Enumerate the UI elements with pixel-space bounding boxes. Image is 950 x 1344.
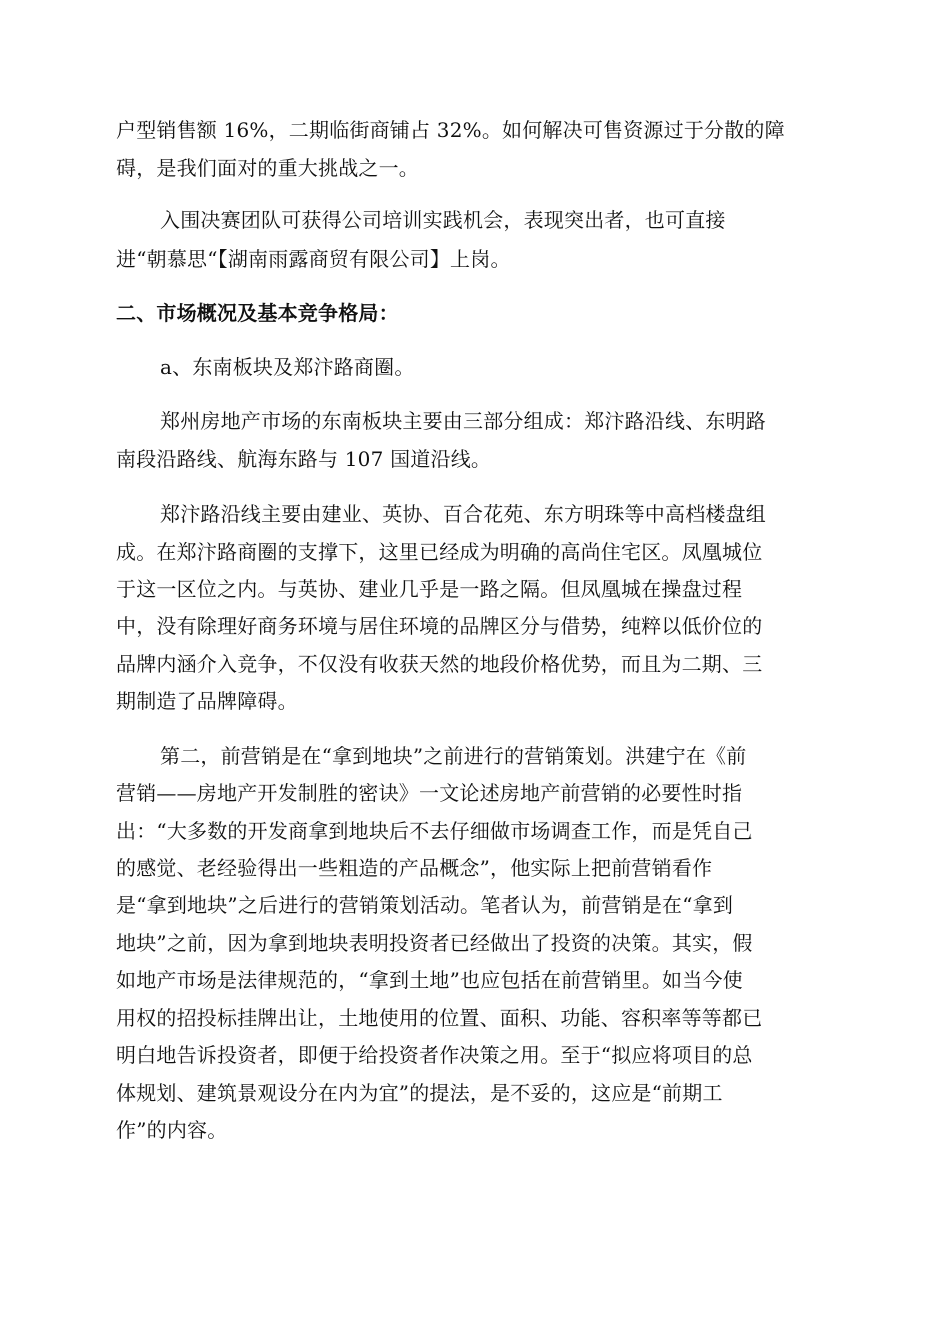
- paragraph-7-line-1: 第二，前营销是在“拿到地块”之前进行的营销策划。洪建宁在《前: [160, 744, 747, 768]
- paragraph-7-line-3: 出：“大多数的开发商拿到地块后不去仔细做市场调查工作，而是凭自己: [116, 819, 753, 843]
- subsection-heading: a、东南板块及郑汴路商圈。: [160, 355, 415, 379]
- paragraph-2-line-2: 进“朝慕思“【湖南雨露商贸有限公司】上岗。: [116, 247, 511, 271]
- paragraph-7-line-7: 如地产市场是法律规范的，“拿到土地”也应包括在前营销里。如当今使: [116, 968, 743, 992]
- paragraph-2-line-1: 入围决赛团队可获得公司培训实践机会，表现突出者，也可直接: [160, 208, 726, 232]
- paragraph-1-line-1: 户型销售额 16%，二期临街商铺占 32%。如何解决可售资源过于分散的障: [116, 118, 785, 142]
- paragraph-7-line-9: 明白地告诉投资者，即便于给投资者作决策之用。至于“拟应将项目的总: [116, 1043, 753, 1067]
- paragraph-6-line-6: 期制造了品牌障碍。: [116, 689, 298, 713]
- section-heading: 二、市场概况及基本竞争格局：: [116, 301, 399, 325]
- paragraph-7-line-5: 是“拿到地块”之后进行的营销策划活动。笔者认为，前营销是在“拿到: [116, 893, 734, 917]
- paragraph-7-line-6: 地块”之前，因为拿到地块表明投资者已经做出了投资的决策。其实，假: [116, 931, 753, 955]
- paragraph-6-line-1: 郑汴路沿线主要由建业、英协、百合花苑、东方明珠等中高档楼盘组: [160, 502, 766, 526]
- paragraph-7-line-11: 作”的内容。: [116, 1118, 228, 1142]
- paragraph-6-line-3: 于这一区位之内。与英协、建业几乎是一路之隔。但凤凰城在操盘过程: [116, 577, 743, 601]
- paragraph-6-line-2: 成。在郑汴路商圈的支撑下，这里已经成为明确的高尚住宅区。凤凰城位: [116, 540, 763, 564]
- paragraph-7-line-2: 营销——房地产开发制胜的密诀》一文论述房地产前营销的必要性时指: [116, 781, 743, 805]
- paragraph-7-line-10: 体规划、建筑景观设分在内为宜”的提法，是不妥的，这应是“前期工: [116, 1081, 723, 1105]
- paragraph-5-line-2: 南段沿路线、航海东路与 107 国道沿线。: [116, 447, 492, 471]
- paragraph-5-line-1: 郑州房地产市场的东南板块主要由三部分组成：郑汴路沿线、东明路: [160, 409, 766, 433]
- paragraph-6-line-5: 品牌内涵介入竞争，不仅没有收获天然的地段价格优势，而且为二期、三: [116, 652, 763, 676]
- paragraph-7-line-8: 用权的招投标挂牌出让，土地使用的位置、面积、功能、容积率等等都已: [116, 1006, 763, 1030]
- paragraph-6-line-4: 中，没有除理好商务环境与居住环境的品牌区分与借势，纯粹以低价位的: [116, 614, 763, 638]
- paragraph-1-line-2: 碍，是我们面对的重大挑战之一。: [116, 156, 419, 180]
- paragraph-7-line-4: 的感觉、老经验得出一些粗造的产品概念”，他实际上把前营销看作: [116, 856, 713, 880]
